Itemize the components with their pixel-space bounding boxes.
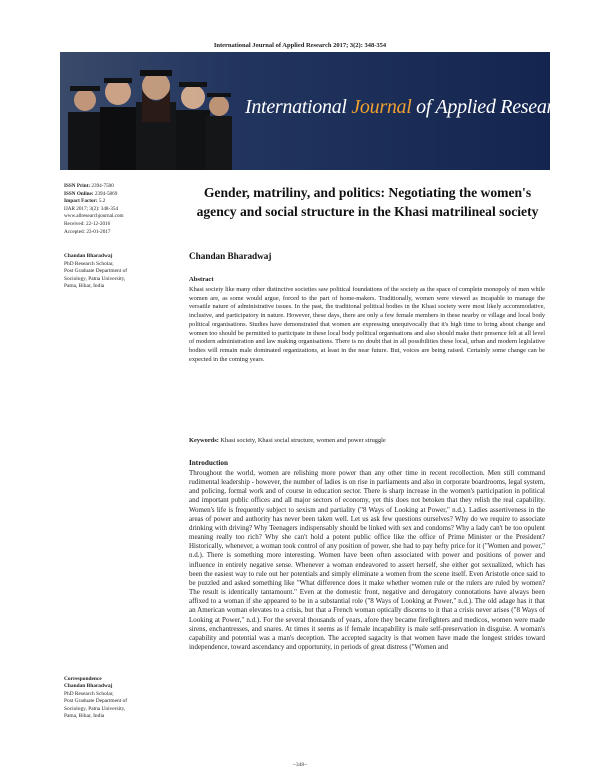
author-name: Chandan Bharadwaj — [189, 251, 272, 261]
correspondence-line: Post Graduate Department of — [64, 698, 128, 705]
meta-line: ISSN Online: 2394-5869 — [64, 190, 118, 197]
meta-line: ISSN Print: 2394-7500 — [64, 183, 114, 189]
correspondence-line: Sociology, Patna University, — [64, 705, 126, 712]
introduction-body: Throughout the world, women are relishing more power than any other time in recent recollection. Men still command rudimental leadership - however, the number of ladies is on rise in parliaments and also in corporate boardrooms, legal system, and policing, formal work and of course in education sector. There is sharp increase in the women's participation in political and important public offices and all major sectors of economy, yet this does not betoken that they relish the real capability. Women's life is frequently subject to sexism and partiality ("8 Ways of Looking at Power," n.d.). Ladies assertiveness in the areas of power and authority has never been taken well. Let us ask few questions ourselves? Why do we require to associate drinking with driving? Why Teenagers indispensably should be linked with sex and condoms? Why a lady can't be too opulent meaning really too rich? Why she can't hold a potent public office like the office of Prime Minister or the President? Historically, whenever, a woman took control of any position of power, she had to pay hefty price for it ("Women and power," n.d.). There is something more interesting. Women have been often associated with power and positions of power and influence in entirely negative sense. Whenever a woman endeavored to assert herself, she either got sexualized, which has been the easiest way to rule out her potentials and simply eliminate a women from the scene itself. Even Aristotle once said to be puzzled and asked something like "What difference does it make whether women rule or the rulers are ruled by women? The result is identically tantamount." Even at the domestic front, negative and derogatory connotations have always been affixed to a woman if she appeared to be in a substantial role ("8 Ways of Looking at Power," n.d.). The old adage has it that an American woman elevates to a crisis, but that a French woman optically discerns to it that a crisis never arises ("8 Ways of Looking at Power," n.d.). For the several thousands of years, afore they became firefighters and medicos, women were made sirens, enchantresses, and snares. At times it seems as if female incapability is male self-preservation in disguise. A woman's capability and potential was a man's deception. The accepted sagacity is that women have made the longest strides toward independence, toward ascendancy and opportunity, in periods of great distress ("Women and — [189, 469, 545, 651]
affiliation-name: Chandan Bharadwaj — [64, 253, 113, 259]
correspondence-line: Patna, Bihar, India — [64, 713, 105, 720]
journal-banner — [60, 52, 572, 170]
affiliation-line: Sociology, Patna University, — [64, 275, 126, 282]
meta-line: IJAR 2017; 3(2): 348-354 — [64, 205, 119, 212]
meta-line: Accepted: 23-01-2017 — [64, 228, 111, 235]
banner-title-pre: International — [245, 96, 352, 118]
keywords — [189, 437, 545, 444]
article-metadata — [64, 183, 174, 236]
keywords-value: Khasi society, Khasi social structure, women and power struggle — [218, 437, 386, 444]
meta-line: www.allresearchjournal.com — [64, 213, 124, 220]
correspondence-name: Chandan Bharadwaj — [64, 683, 113, 690]
meta-line: Impact Factor: 5.2 — [64, 198, 106, 205]
abstract-body: Khasi society like many other distinctive societies saw political foundations of the society as the space of complete monopoly of men while women are, as some would argue, forced to the part of home-makers. Traditionally, women were viewed as incapable to manage the versatile nature of administrative issues. In the past, the traditional political bodies in the Khasi society were most likely accommodative, inclusive, and participatory in nature. However, these days, there are only a few female members in these nearby or village and local body political organisations. Studies have demonstrated that women are expressing unequivocally that it's high time to bring about change and women too should be permitted to participate in these local body political organisations and also should make their presence felt at all level of modern administration and law making organisations. There is no doubt that in all possibilities these local, urban and modern legislative bodies will remain male dominated organizations, at least in the near future. But, voices are being raised. Certainly some change can be expected in the coming years. — [189, 286, 545, 363]
introduction-heading: Introduction — [189, 459, 229, 467]
journal-header: International Journal of Applied Research 2017; 3(2): 348-354 — [213, 42, 387, 49]
banner-title-post: of Applied Research — [411, 96, 572, 118]
paper-title: Gender, matriliny, and politics: Negotiating the women's agency and social structure in the Khasi matrilineal society — [196, 185, 539, 219]
keywords-label: Keywords: — [189, 437, 219, 444]
page-number: ~348~ — [292, 762, 308, 768]
abstract-heading: Abstract — [189, 276, 214, 283]
affiliation-line: Patna, Bihar, India — [64, 283, 105, 290]
correspondence-line: PhD Research Scholar, — [64, 690, 114, 697]
affiliation-line: Post Graduate Department of — [64, 268, 128, 275]
meta-line: Received: 22-12-2016 — [64, 220, 111, 227]
correspondence-block — [64, 676, 174, 720]
correspondence-heading: Correspondence — [64, 676, 102, 682]
banner-title-accent: Journal — [351, 96, 412, 118]
banner-title — [245, 96, 572, 119]
affiliation-line: PhD Research Scholar, — [64, 260, 114, 267]
author-affiliation — [64, 253, 174, 291]
